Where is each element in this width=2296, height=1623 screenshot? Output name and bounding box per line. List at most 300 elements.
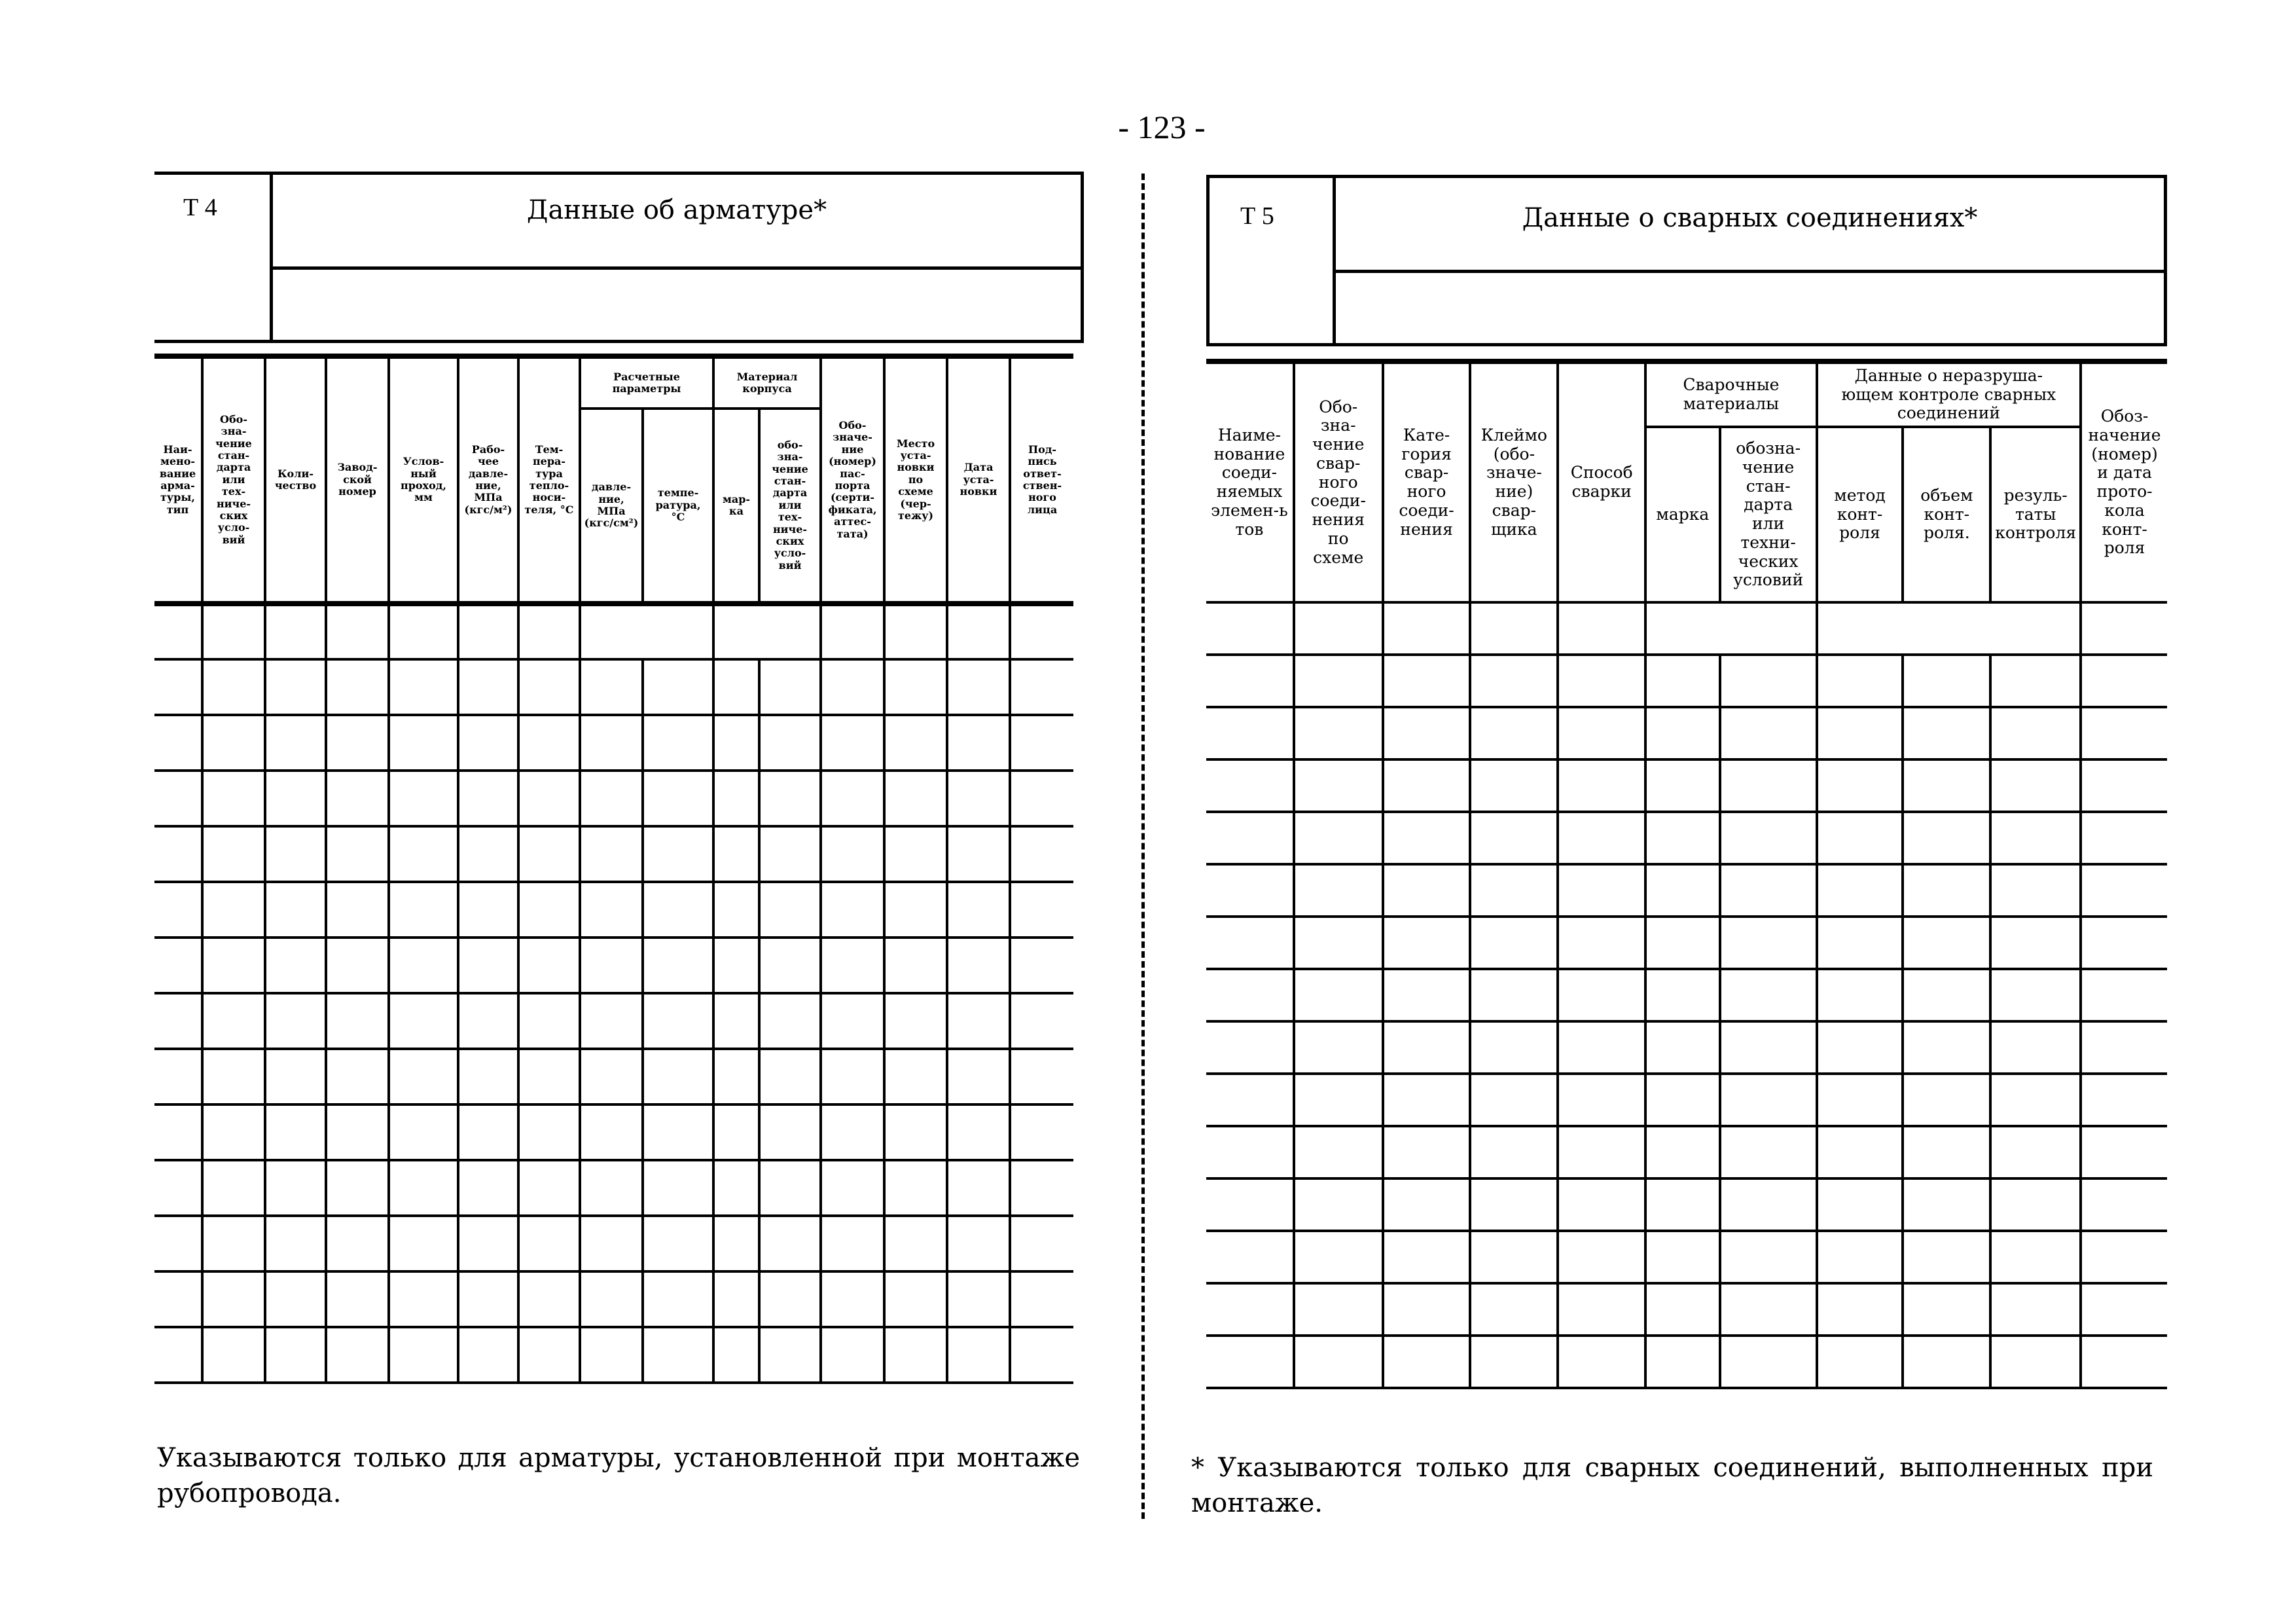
table-cell (154, 938, 202, 993)
left-table-title: Данные об арматуре* (526, 195, 827, 225)
table-row (1206, 602, 2167, 655)
table-cell (326, 771, 389, 826)
table-cell (713, 1216, 759, 1271)
table-cell (1645, 1283, 1720, 1336)
table-cell (1010, 938, 1073, 993)
table-cell (643, 715, 713, 771)
table-cell (1720, 1283, 1817, 1336)
table-cell (1558, 1021, 1645, 1074)
left-table-code: Т 4 (183, 194, 217, 221)
table-cell (202, 715, 265, 771)
table-cell (580, 1049, 643, 1104)
table-cell (518, 604, 580, 659)
table-cell (759, 1216, 821, 1271)
table-cell (326, 882, 389, 938)
table-cell (1294, 759, 1383, 812)
table-cell (326, 826, 389, 882)
table-cell (1383, 759, 1471, 812)
table-cell (1206, 1021, 1294, 1074)
table-cell (1206, 602, 1294, 655)
table-cell (1383, 1178, 1471, 1231)
table-cell (1206, 1231, 1294, 1283)
table-cell (1720, 969, 1817, 1021)
table-cell (1383, 1283, 1471, 1336)
table-cell (947, 604, 1010, 659)
table-cell (713, 1160, 759, 1216)
table-cell (1903, 1178, 1990, 1231)
col-temperature: Тем- пера- тура тепло- носи- теля, °С (518, 356, 580, 604)
table-cell (1645, 602, 1817, 655)
table-cell (202, 1216, 265, 1271)
table-row (154, 1327, 1073, 1383)
table-cell (713, 1327, 759, 1383)
table-cell (1558, 917, 1645, 969)
table-cell (713, 826, 759, 882)
table-cell (389, 993, 458, 1049)
table-cell (1383, 917, 1471, 969)
table-cell (643, 882, 713, 938)
table-cell (947, 1104, 1010, 1160)
table-cell (884, 826, 947, 882)
table-cell (713, 659, 759, 715)
table-cell (518, 1104, 580, 1160)
col-joint-designation: Обо- зна- чение свар- ного соеди- нения по схеме (1294, 361, 1383, 602)
col-valve-name: Наи- мено- вание арма- туры, тип (154, 356, 202, 604)
table-cell (580, 1327, 643, 1383)
col-design-params: Расчетные параметры (580, 356, 713, 409)
table-cell (265, 882, 326, 938)
table-cell (1990, 1126, 2081, 1178)
col-location: Место уста- новки по схеме (чер- тежу) (884, 356, 947, 604)
table-cell (580, 1216, 643, 1271)
table-cell (643, 1216, 713, 1271)
table-cell (389, 659, 458, 715)
table-cell (154, 826, 202, 882)
table-cell (1470, 969, 1558, 1021)
valves-table (154, 354, 1073, 1384)
col-protocol: Обоз- начение (номер) и дата прото- кола конт- роля (2081, 361, 2167, 602)
table-cell (2081, 1283, 2167, 1336)
table-row (154, 938, 1073, 993)
table-cell (1903, 812, 1990, 864)
left-footnote: Указываются только для арматуры, установленной при монтаже рубопровода. (157, 1443, 1080, 1508)
table-row (1206, 1231, 2167, 1283)
table-cell (643, 938, 713, 993)
table-cell (1206, 917, 1294, 969)
table-cell (154, 715, 202, 771)
table-cell (326, 1271, 389, 1327)
table-cell (1470, 1231, 1558, 1283)
table-cell (713, 1049, 759, 1104)
table-cell (458, 659, 518, 715)
table-cell (389, 1104, 458, 1160)
table-cell (1294, 1126, 1383, 1178)
table-cell (884, 604, 947, 659)
table-cell (458, 604, 518, 659)
table-cell (884, 1104, 947, 1160)
table-cell (326, 659, 389, 715)
table-row (1206, 1126, 2167, 1178)
table-row (154, 659, 1073, 715)
table-cell (1645, 759, 1720, 812)
table-cell (713, 604, 821, 659)
table-cell (1383, 1336, 1471, 1388)
table-cell (947, 882, 1010, 938)
table-cell (1294, 655, 1383, 707)
table-cell (947, 1271, 1010, 1327)
table-cell (580, 659, 643, 715)
table-cell (821, 938, 884, 993)
table-cell (1470, 707, 1558, 759)
table-cell (389, 1271, 458, 1327)
table-cell (518, 993, 580, 1049)
table-cell (2081, 707, 2167, 759)
table-cell (821, 771, 884, 826)
table-cell (759, 1049, 821, 1104)
table-cell (759, 882, 821, 938)
table-cell (1645, 917, 1720, 969)
table-cell (1903, 917, 1990, 969)
table-cell (1903, 1074, 1990, 1126)
table-cell (1645, 1021, 1720, 1074)
table-cell (1903, 969, 1990, 1021)
page-number: - 123 - (1118, 109, 1206, 145)
table-cell (1383, 969, 1471, 1021)
col-design-pressure: давле- ние, МПа (кгс/см²) (580, 409, 643, 604)
table-cell (1294, 917, 1383, 969)
table-cell (1470, 1283, 1558, 1336)
table-cell (1470, 1336, 1558, 1388)
table-cell (1294, 812, 1383, 864)
table-cell (389, 938, 458, 993)
table-cell (713, 993, 759, 1049)
table-cell (1558, 1074, 1645, 1126)
table-cell (518, 1216, 580, 1271)
table-cell (884, 882, 947, 938)
col-joined-elements: Наиме- нование соеди- няемых элемен-ь тов (1206, 361, 1294, 602)
table-cell (389, 771, 458, 826)
table-cell (947, 1216, 1010, 1271)
table-row (1206, 812, 2167, 864)
table-cell (821, 1104, 884, 1160)
table-row (1206, 1074, 2167, 1126)
table-cell (202, 882, 265, 938)
table-cell (154, 659, 202, 715)
table-cell (1817, 602, 2081, 655)
table-cell (1383, 864, 1471, 917)
table-cell (265, 993, 326, 1049)
table-cell (265, 715, 326, 771)
table-cell (1817, 1178, 1903, 1231)
table-cell (759, 771, 821, 826)
col-joint-category: Кате- гория свар- ного соеди- нения (1383, 361, 1471, 602)
table-cell (821, 715, 884, 771)
table-row (154, 1104, 1073, 1160)
table-cell (2081, 655, 2167, 707)
table-cell (1558, 969, 1645, 1021)
table-cell (518, 1271, 580, 1327)
table-cell (326, 993, 389, 1049)
table-cell (1817, 917, 1903, 969)
page-divider (1141, 173, 1145, 1519)
col-material-grade: мар- ка (713, 409, 759, 604)
col-design-temp: темпе- ратура, °С (643, 409, 713, 604)
table-cell (1903, 759, 1990, 812)
table-cell (202, 1049, 265, 1104)
table-cell (458, 1049, 518, 1104)
table-cell (1990, 1021, 2081, 1074)
table-cell (389, 826, 458, 882)
table-cell (884, 1327, 947, 1383)
table-cell (2081, 1126, 2167, 1178)
table-cell (265, 1160, 326, 1216)
table-cell (389, 715, 458, 771)
table-cell (1010, 1104, 1073, 1160)
table-cell (458, 882, 518, 938)
table-cell (1817, 1336, 1903, 1388)
table-cell (2081, 602, 2167, 655)
table-cell (1470, 864, 1558, 917)
table-cell (326, 1104, 389, 1160)
col-install-date: Дата уста- новки (947, 356, 1010, 604)
table-cell (1206, 655, 1294, 707)
table-cell (154, 771, 202, 826)
table-cell (458, 715, 518, 771)
table-cell (518, 659, 580, 715)
table-cell (947, 771, 1010, 826)
table-cell (1817, 655, 1903, 707)
table-cell (821, 882, 884, 938)
table-cell (1206, 707, 1294, 759)
table-cell (947, 659, 1010, 715)
col-factory-number: Завод- ской номер (326, 356, 389, 604)
table-cell (1294, 969, 1383, 1021)
table-cell (202, 1160, 265, 1216)
table-cell (884, 993, 947, 1049)
table-cell (518, 1327, 580, 1383)
table-cell (2081, 917, 2167, 969)
table-cell (884, 938, 947, 993)
table-cell (643, 993, 713, 1049)
table-cell (1010, 1049, 1073, 1104)
table-cell (884, 1216, 947, 1271)
table-cell (1558, 1178, 1645, 1231)
table-cell (643, 1049, 713, 1104)
table-cell (1645, 864, 1720, 917)
table-cell (2081, 1074, 2167, 1126)
col-welder-stamp: Клеймо (обо- значе- ние) свар- щика (1470, 361, 1558, 602)
table-cell (1817, 707, 1903, 759)
table-cell (643, 659, 713, 715)
table-cell (202, 938, 265, 993)
table-cell (759, 1327, 821, 1383)
table-cell (389, 604, 458, 659)
table-cell (265, 659, 326, 715)
table-cell (326, 1160, 389, 1216)
table-cell (1383, 1126, 1471, 1178)
table-cell (1294, 1283, 1383, 1336)
col-material-mark: марка (1645, 427, 1720, 602)
table-row (154, 1271, 1073, 1327)
table-cell (1383, 1021, 1471, 1074)
table-cell (1558, 864, 1645, 917)
table-cell (713, 1104, 759, 1160)
table-cell (713, 715, 759, 771)
table-cell (202, 826, 265, 882)
table-cell (2081, 759, 2167, 812)
table-cell (1817, 759, 1903, 812)
right-table-code: Т 5 (1240, 202, 1274, 230)
table-cell (154, 1104, 202, 1160)
table-cell (1383, 1231, 1471, 1283)
table-cell (326, 715, 389, 771)
table-cell (1294, 1231, 1383, 1283)
table-cell (1720, 1231, 1817, 1283)
table-cell (518, 1049, 580, 1104)
table-cell (1294, 602, 1383, 655)
table-cell (947, 826, 1010, 882)
table-cell (1206, 969, 1294, 1021)
table-cell (458, 1327, 518, 1383)
table-cell (518, 771, 580, 826)
table-cell (713, 882, 759, 938)
table-cell (580, 1271, 643, 1327)
col-nominal-bore: Услов- ный проход, мм (389, 356, 458, 604)
table-cell (1720, 812, 1817, 864)
table-cell (1010, 659, 1073, 715)
table-cell (947, 938, 1010, 993)
table-cell (643, 1327, 713, 1383)
table-row (154, 715, 1073, 771)
col-ndt-volume: объем конт- роля. (1903, 427, 1990, 602)
table-cell (643, 1160, 713, 1216)
table-row (1206, 864, 2167, 917)
table-row (154, 1049, 1073, 1104)
table-cell (643, 771, 713, 826)
col-material-standard-r: обозна- чение стан- дарта или техни- ческих условий (1720, 427, 1817, 602)
table-cell (1720, 1126, 1817, 1178)
table-cell (202, 771, 265, 826)
table-cell (1470, 1021, 1558, 1074)
table-cell (389, 1160, 458, 1216)
table-cell (202, 604, 265, 659)
table-cell (1206, 1336, 1294, 1388)
table-cell (154, 993, 202, 1049)
table-cell (1010, 993, 1073, 1049)
table-cell (1558, 602, 1645, 655)
table-cell (389, 1216, 458, 1271)
table-cell (2081, 1231, 2167, 1283)
table-cell (1010, 771, 1073, 826)
table-cell (713, 938, 759, 993)
table-cell (947, 1160, 1010, 1216)
table-row (1206, 707, 2167, 759)
table-cell (518, 938, 580, 993)
table-cell (1294, 1074, 1383, 1126)
table-cell (821, 1271, 884, 1327)
table-cell (1206, 1283, 1294, 1336)
table-row (1206, 969, 2167, 1021)
table-cell (713, 771, 759, 826)
table-cell (265, 771, 326, 826)
table-cell (154, 882, 202, 938)
col-welding-materials: Сварочные материалы (1645, 361, 1817, 427)
table-cell (884, 715, 947, 771)
table-cell (821, 1049, 884, 1104)
table-cell (265, 1327, 326, 1383)
table-cell (1558, 812, 1645, 864)
table-cell (1558, 1283, 1645, 1336)
table-cell (1817, 1283, 1903, 1336)
table-cell (1720, 759, 1817, 812)
table-cell (1010, 715, 1073, 771)
table-cell (2081, 1021, 2167, 1074)
table-cell (1645, 1178, 1720, 1231)
col-welding-method: Способ сварки (1558, 361, 1645, 602)
table-cell (1990, 655, 2081, 707)
table-cell (643, 1271, 713, 1327)
table-cell (580, 882, 643, 938)
table-cell (458, 1271, 518, 1327)
table-row (154, 826, 1073, 882)
table-cell (1558, 759, 1645, 812)
table-cell (265, 826, 326, 882)
table-cell (1294, 707, 1383, 759)
table-cell (326, 604, 389, 659)
table-cell (1990, 1178, 2081, 1231)
table-cell (1010, 1271, 1073, 1327)
table-cell (1903, 1231, 1990, 1283)
table-cell (884, 1049, 947, 1104)
table-cell (1206, 1126, 1294, 1178)
table-cell (265, 1216, 326, 1271)
left-title-divider (270, 266, 1084, 270)
table-cell (1470, 812, 1558, 864)
table-cell (759, 826, 821, 882)
table-cell (1470, 1074, 1558, 1126)
table-cell (1817, 1126, 1903, 1178)
table-cell (1645, 655, 1720, 707)
table-cell (1990, 759, 2081, 812)
table-cell (265, 1271, 326, 1327)
table-cell (821, 659, 884, 715)
table-cell (1645, 812, 1720, 864)
table-cell (1645, 1074, 1720, 1126)
col-material-standard: обо- зна- чение стан- дарта или тех- ниче- ских усло- вий (759, 409, 821, 604)
table-cell (759, 938, 821, 993)
table-cell (458, 1104, 518, 1160)
table-cell (202, 659, 265, 715)
table-cell (821, 1327, 884, 1383)
table-cell (1990, 1336, 2081, 1388)
table-row (1206, 1336, 2167, 1388)
table-cell (643, 1104, 713, 1160)
table-cell (580, 993, 643, 1049)
table-cell (1010, 1327, 1073, 1383)
table-cell (326, 1049, 389, 1104)
table-cell (458, 993, 518, 1049)
col-ndt-method: метод конт- роля (1817, 427, 1903, 602)
table-cell (1558, 1126, 1645, 1178)
table-cell (1817, 812, 1903, 864)
right-title-vdivider (1333, 175, 1336, 346)
table-cell (1558, 1231, 1645, 1283)
col-ndt-data: Данные о неразруша- ющем контроле сварных соединений (1817, 361, 2081, 427)
table-cell (1817, 1021, 1903, 1074)
table-cell (458, 771, 518, 826)
table-cell (389, 1049, 458, 1104)
table-cell (1294, 1021, 1383, 1074)
